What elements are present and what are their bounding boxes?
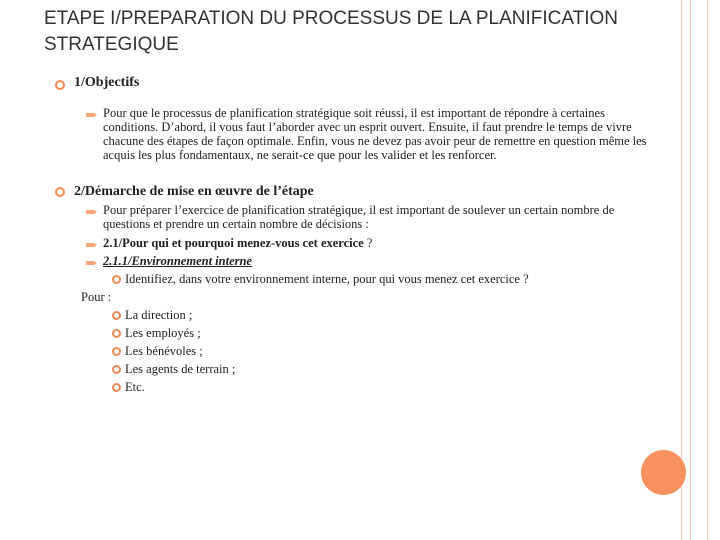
circle-bullet-icon <box>112 347 121 356</box>
slide-title: ETAPE I/PREPARATION DU PROCESSUS DE LA PLANIFICATION STRATEGIQUE <box>44 8 618 55</box>
list-item: Les agents de terrain ; <box>125 362 236 376</box>
banner-bullet-icon <box>86 111 97 119</box>
subheading-text: 2.1/Pour qui et pourquoi menez-vous cet exercice <box>103 236 364 250</box>
decor-line <box>690 0 691 540</box>
section-heading: 2/Démarche de mise en œuvre de l’étape <box>74 184 314 199</box>
banner-bullet-icon <box>86 208 97 216</box>
circle-bullet-icon <box>112 329 121 338</box>
circle-bullet-icon <box>112 365 121 374</box>
paragraph: Pour que le processus de planification stratégique soit réussi, il est important de répondre à certaines conditions. D’abord, il vous faut l’aborder avec un esprit ouvert. Ensuite, il faut prendre le temps de vivre chacune des étapes de façon optimale. Enfin, vous ne devez pas avoir peur de remettre en question même les acquis les plus fondamentaux, ne serait-ce que pour les valider et les renforcer. <box>103 106 647 162</box>
banner-bullet-icon <box>86 259 97 267</box>
list-item: La direction ; <box>125 308 193 322</box>
list-item: Les employés ; <box>125 326 201 340</box>
paragraph: Pour préparer l’exercice de planification stratégique, il est important de soulever un certain nombre de questions et prendre un certain nombre de décisions : <box>103 203 615 231</box>
list-item: Les bénévoles ; <box>125 344 203 358</box>
decor-circle <box>641 450 686 495</box>
section-heading: 1/Objectifs <box>74 75 140 90</box>
question-mark: ? <box>363 236 373 250</box>
circle-bullet-icon <box>112 311 121 320</box>
circle-bullet-icon <box>55 80 65 90</box>
banner-bullet-icon <box>86 241 97 249</box>
circle-bullet-icon <box>112 383 121 392</box>
sub-item: Identifiez, dans votre environnement interne, pour qui vous menez cet exercice ? <box>125 272 529 286</box>
sub-subheading: 2.1.1/Environnement interne <box>103 254 252 268</box>
subheading-line <box>103 236 372 250</box>
decor-line <box>707 0 708 540</box>
list-item: Etc. <box>125 380 145 394</box>
circle-bullet-icon <box>55 187 65 197</box>
circle-bullet-icon <box>112 275 121 284</box>
pour-label: Pour : <box>81 290 112 304</box>
